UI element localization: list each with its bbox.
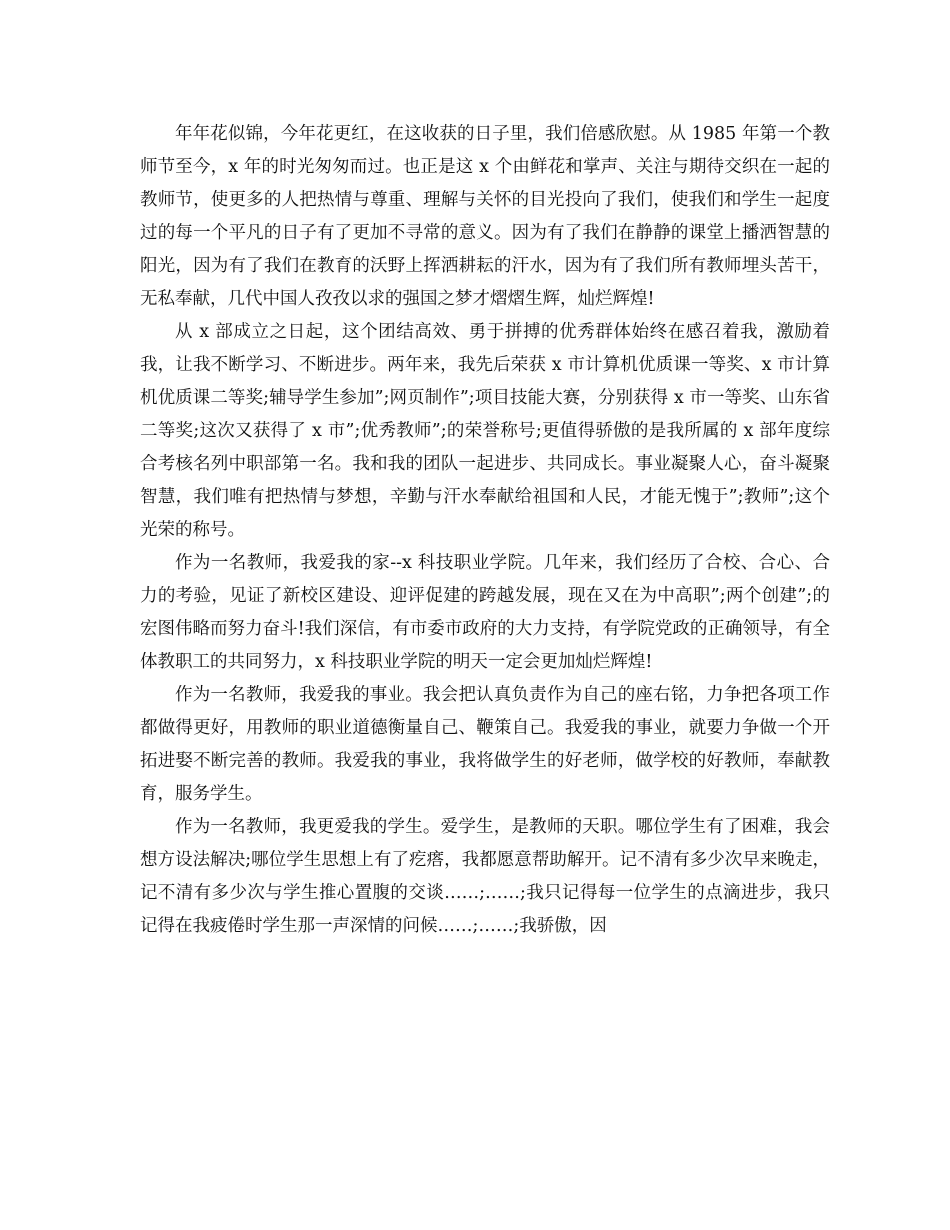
paragraph-4: 作为一名教师，我爱我的事业。我会把认真负责作为自己的座右铭，力争把各项工作都做得更好，用教师的职业道德衡量自己、鞭策自己。我爱我的事业，就要力争做一个开拓进娶不断完善的教师。我爱我的事业，我将做学生的好老师，做学校的好教师，奉献教育，服务学生。 <box>140 685 830 804</box>
document-body <box>140 118 830 943</box>
paragraph-2: 从 x 部成立之日起，这个团结高效、勇于拼搏的优秀群体始终在感召着我，激励着我，让我不断学习、不断进步。两年来，我先后荣获 x 市计算机优质课一等奖、x 市计算机优质课二等奖;辅导学生参加”;网页制作”;项目技能大赛，分别获得 x 市一等奖、山东省二等奖;这次又获得了 x 市”;优秀教师”;的荣誉称号;更值得骄傲的是我所属的 x 部年度综合考核名列中职部第一名。我和我的团队一起进步、共同成长。事业凝聚人心，奋斗凝聚智慧，我们唯有把热情与梦想，辛勤与汗水奉献给祖国和人民，才能无愧于”;教师”;这个光荣的称号。 <box>140 322 830 540</box>
paragraph-3: 作为一名教师，我爱我的家--x 科技职业学院。几年来，我们经历了合校、合心、合力的考验，见证了新校区建设、迎评促建的跨越发展，现在又在为中高职”;两个创建”;的宏图伟略而努力奋斗!我们深信，有市委市政府的大力支持，有学院党政的正确领导，有全体教职工的共同努力，x 科技职业学院的明天一定会更加灿烂辉煌! <box>140 553 830 672</box>
paragraph-5: 作为一名教师，我更爱我的学生。爱学生，是教师的天职。哪位学生有了困难，我会想方设法解决;哪位学生思想上有了疙瘩，我都愿意帮助解开。记不清有多少次早来晚走，记不清有多少次与学生推心置腹的交谈……;……;我只记得每一位学生的点滴进步，我只记得在我疲倦时学生那一声深情的问候……;……;我骄傲，因 <box>140 817 830 936</box>
paragraph-1: 年年花似锦，今年花更红，在这收获的日子里，我们倍感欣慰。从 1985 年第一个教师节至今，x 年的时光匆匆而过。也正是这 x 个由鲜花和掌声、关注与期待交织在一起的教师节，使更多的人把热情与尊重、理解与关怀的目光投向了我们，使我们和学生一起度过的每一个平凡的日子有了更加不寻常的意义。因为有了我们在静静的课堂上播洒智慧的阳光，因为有了我们在教育的沃野上挥洒耕耘的汗水，因为有了我们所有教师埋头苦干，无私奉献，几代中国人孜孜以求的强国之梦才熠熠生辉，灿烂辉煌! <box>140 124 830 309</box>
